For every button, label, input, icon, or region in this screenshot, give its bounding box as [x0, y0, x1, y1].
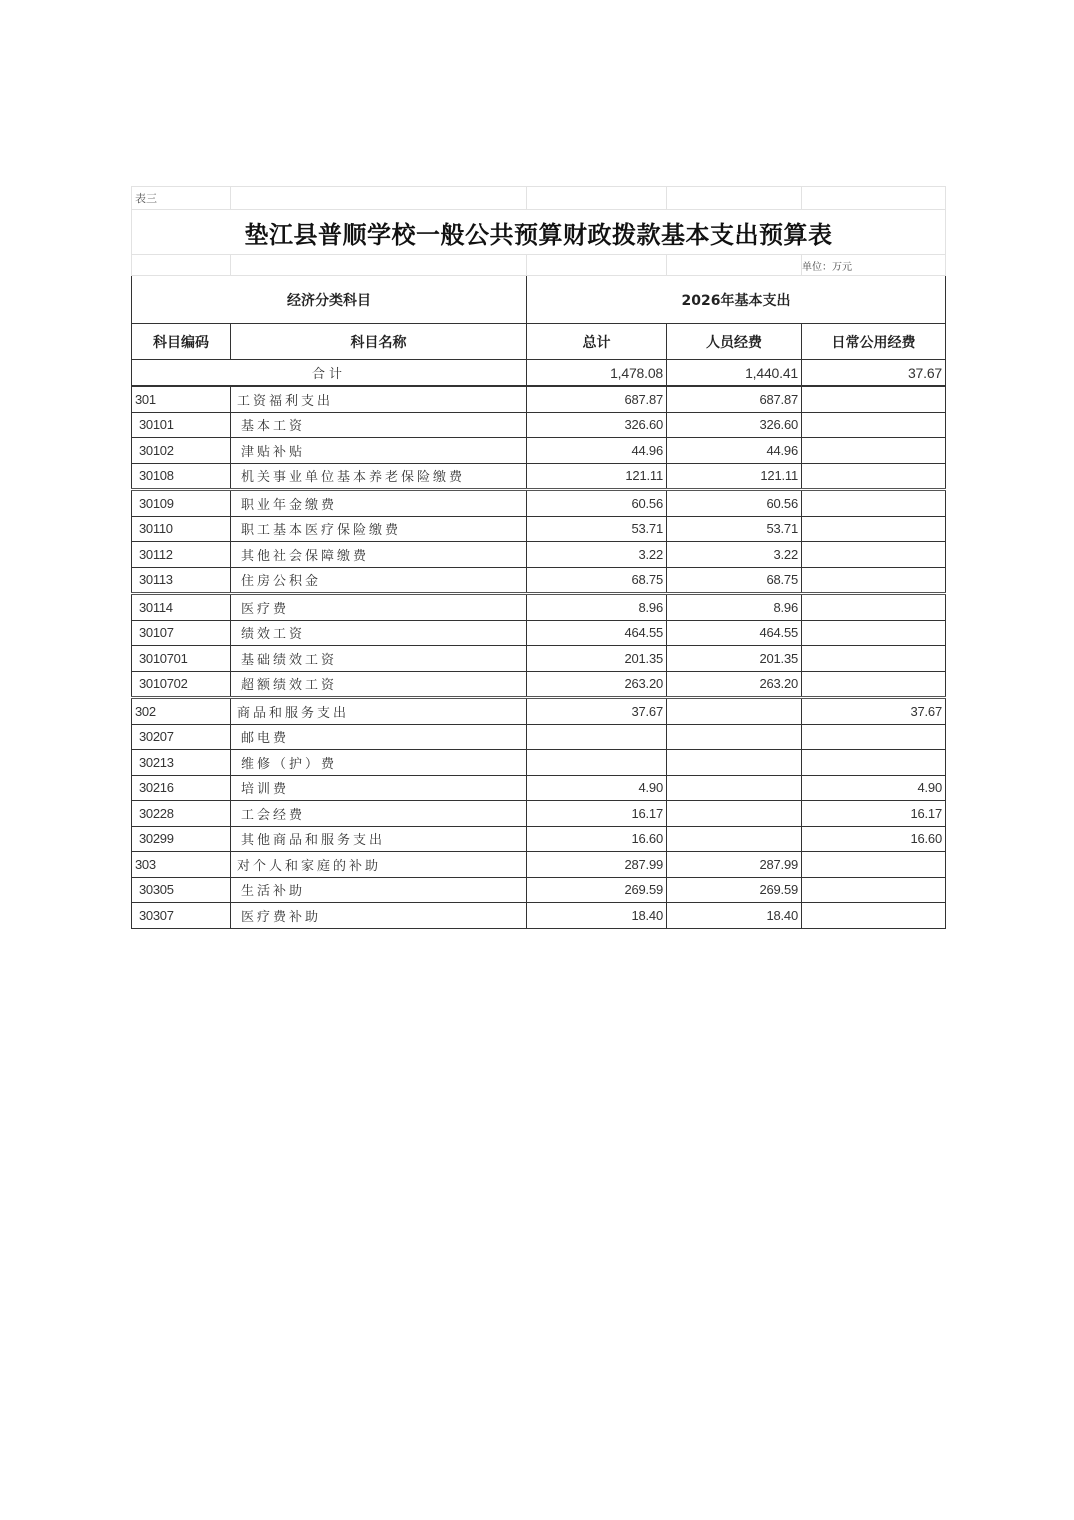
- row-public: [802, 750, 946, 776]
- row-code: 3010701: [132, 646, 231, 672]
- row-name: 住房公积金: [231, 567, 527, 594]
- table-row: [132, 490, 946, 517]
- row-name: 邮电费: [231, 724, 527, 750]
- row-name: 医疗费: [231, 594, 527, 621]
- header-economic-class: 经济分类科目: [132, 276, 527, 324]
- row-name: 机关事业单位基本养老保险缴费: [231, 463, 527, 490]
- row-code: 30216: [132, 775, 231, 801]
- row-personnel: [667, 750, 802, 776]
- row-public: [802, 386, 946, 412]
- table-row: [132, 698, 946, 725]
- row-public: [802, 542, 946, 568]
- row-code: 30228: [132, 801, 231, 827]
- table-row: [132, 646, 946, 672]
- header-public: 日常公用经费: [802, 324, 946, 360]
- table-row: [132, 750, 946, 776]
- row-code: 30109: [132, 490, 231, 517]
- table-row: [132, 620, 946, 646]
- row-personnel: [667, 775, 802, 801]
- table-row: [132, 671, 946, 698]
- table-row: [132, 386, 946, 412]
- row-personnel: 18.40: [667, 903, 802, 929]
- row-personnel: 687.87: [667, 386, 802, 412]
- row-public: [802, 412, 946, 438]
- table-label-row: [132, 187, 946, 210]
- table-row: [132, 542, 946, 568]
- row-public: [802, 594, 946, 621]
- row-name: 基本工资: [231, 412, 527, 438]
- header-name: 科目名称: [231, 324, 527, 360]
- row-name: 职工基本医疗保险缴费: [231, 516, 527, 542]
- title-row: [132, 210, 946, 255]
- row-public: 4.90: [802, 775, 946, 801]
- total-label: 合计: [132, 360, 527, 387]
- row-public: [802, 438, 946, 464]
- row-total: 18.40: [527, 903, 667, 929]
- table-row: [132, 903, 946, 929]
- row-personnel: 201.35: [667, 646, 802, 672]
- row-public: [802, 463, 946, 490]
- total-public: 37.67: [802, 360, 946, 387]
- row-total: 464.55: [527, 620, 667, 646]
- row-code: 30213: [132, 750, 231, 776]
- row-name: 其他商品和服务支出: [231, 826, 527, 852]
- row-total: 326.60: [527, 412, 667, 438]
- table-row: [132, 412, 946, 438]
- row-name: 医疗费补助: [231, 903, 527, 929]
- row-name: 维修（护）费: [231, 750, 527, 776]
- row-total: 44.96: [527, 438, 667, 464]
- row-code: 30108: [132, 463, 231, 490]
- row-public: 16.60: [802, 826, 946, 852]
- row-code: 302: [132, 698, 231, 725]
- budget-sheet: [131, 186, 945, 929]
- row-public: 16.17: [802, 801, 946, 827]
- row-name: 商品和服务支出: [231, 698, 527, 725]
- row-public: [802, 567, 946, 594]
- table-body: [132, 276, 946, 929]
- total-amount: 1,478.08: [527, 360, 667, 387]
- row-name: 工资福利支出: [231, 386, 527, 412]
- table-row: [132, 852, 946, 878]
- budget-table: [131, 186, 946, 929]
- row-name: 津贴补贴: [231, 438, 527, 464]
- row-code: 30113: [132, 567, 231, 594]
- row-public: 37.67: [802, 698, 946, 725]
- row-name: 对个人和家庭的补助: [231, 852, 527, 878]
- row-code: 301: [132, 386, 231, 412]
- table-row: [132, 567, 946, 594]
- row-code: 30305: [132, 877, 231, 903]
- row-code: 30112: [132, 542, 231, 568]
- row-name: 培训费: [231, 775, 527, 801]
- row-personnel: 464.55: [667, 620, 802, 646]
- total-personnel: 1,440.41: [667, 360, 802, 387]
- table-row: [132, 438, 946, 464]
- row-public: [802, 490, 946, 517]
- row-personnel: [667, 698, 802, 725]
- row-personnel: 8.96: [667, 594, 802, 621]
- row-name: 工会经费: [231, 801, 527, 827]
- row-code: 30114: [132, 594, 231, 621]
- row-total: 121.11: [527, 463, 667, 490]
- table-row: [132, 724, 946, 750]
- row-name: 基础绩效工资: [231, 646, 527, 672]
- row-personnel: [667, 724, 802, 750]
- row-personnel: 287.99: [667, 852, 802, 878]
- row-code: 30107: [132, 620, 231, 646]
- row-personnel: 263.20: [667, 671, 802, 698]
- row-public: [802, 903, 946, 929]
- row-total: 4.90: [527, 775, 667, 801]
- row-code: 30102: [132, 438, 231, 464]
- row-total: 8.96: [527, 594, 667, 621]
- row-total: 16.17: [527, 801, 667, 827]
- row-total: 287.99: [527, 852, 667, 878]
- row-total: 53.71: [527, 516, 667, 542]
- total-row: [132, 360, 946, 387]
- row-personnel: 53.71: [667, 516, 802, 542]
- row-public: [802, 877, 946, 903]
- header-basic-expenditure: 2026年基本支出: [527, 276, 946, 324]
- row-total: [527, 724, 667, 750]
- row-name: 生活补助: [231, 877, 527, 903]
- row-public: [802, 852, 946, 878]
- table-label: 表三: [132, 187, 231, 210]
- row-total: [527, 750, 667, 776]
- row-public: [802, 671, 946, 698]
- table-row: [132, 516, 946, 542]
- row-personnel: 326.60: [667, 412, 802, 438]
- row-total: 3.22: [527, 542, 667, 568]
- row-name: 其他社会保障缴费: [231, 542, 527, 568]
- row-total: 201.35: [527, 646, 667, 672]
- table-row: [132, 463, 946, 490]
- table-row: [132, 594, 946, 621]
- table-row: [132, 801, 946, 827]
- table-row: [132, 877, 946, 903]
- row-personnel: 121.11: [667, 463, 802, 490]
- document-title: 垫江县普顺学校一般公共预算财政拨款基本支出预算表: [132, 210, 946, 255]
- row-total: 60.56: [527, 490, 667, 517]
- row-personnel: 269.59: [667, 877, 802, 903]
- header-code: 科目编码: [132, 324, 231, 360]
- table-row: [132, 775, 946, 801]
- row-personnel: 60.56: [667, 490, 802, 517]
- row-total: 16.60: [527, 826, 667, 852]
- row-total: 37.67: [527, 698, 667, 725]
- header-total: 总计: [527, 324, 667, 360]
- row-name: 绩效工资: [231, 620, 527, 646]
- row-total: 68.75: [527, 567, 667, 594]
- row-public: [802, 724, 946, 750]
- header-column-row: [132, 324, 946, 360]
- row-total: 269.59: [527, 877, 667, 903]
- row-personnel: 68.75: [667, 567, 802, 594]
- row-code: 30207: [132, 724, 231, 750]
- header-group-row: [132, 276, 946, 324]
- row-code: 30101: [132, 412, 231, 438]
- row-code: 30110: [132, 516, 231, 542]
- row-personnel: [667, 801, 802, 827]
- row-name: 超额绩效工资: [231, 671, 527, 698]
- row-personnel: 3.22: [667, 542, 802, 568]
- table-row: [132, 826, 946, 852]
- row-code: 30307: [132, 903, 231, 929]
- row-code: 303: [132, 852, 231, 878]
- row-name: 职业年金缴费: [231, 490, 527, 517]
- row-total: 687.87: [527, 386, 667, 412]
- unit-row: [132, 255, 946, 276]
- header-personnel: 人员经费: [667, 324, 802, 360]
- row-total: 263.20: [527, 671, 667, 698]
- row-code: 30299: [132, 826, 231, 852]
- row-public: [802, 646, 946, 672]
- row-personnel: 44.96: [667, 438, 802, 464]
- row-public: [802, 620, 946, 646]
- row-public: [802, 516, 946, 542]
- unit-label: 单位：万元: [802, 255, 946, 276]
- row-personnel: [667, 826, 802, 852]
- row-code: 3010702: [132, 671, 231, 698]
